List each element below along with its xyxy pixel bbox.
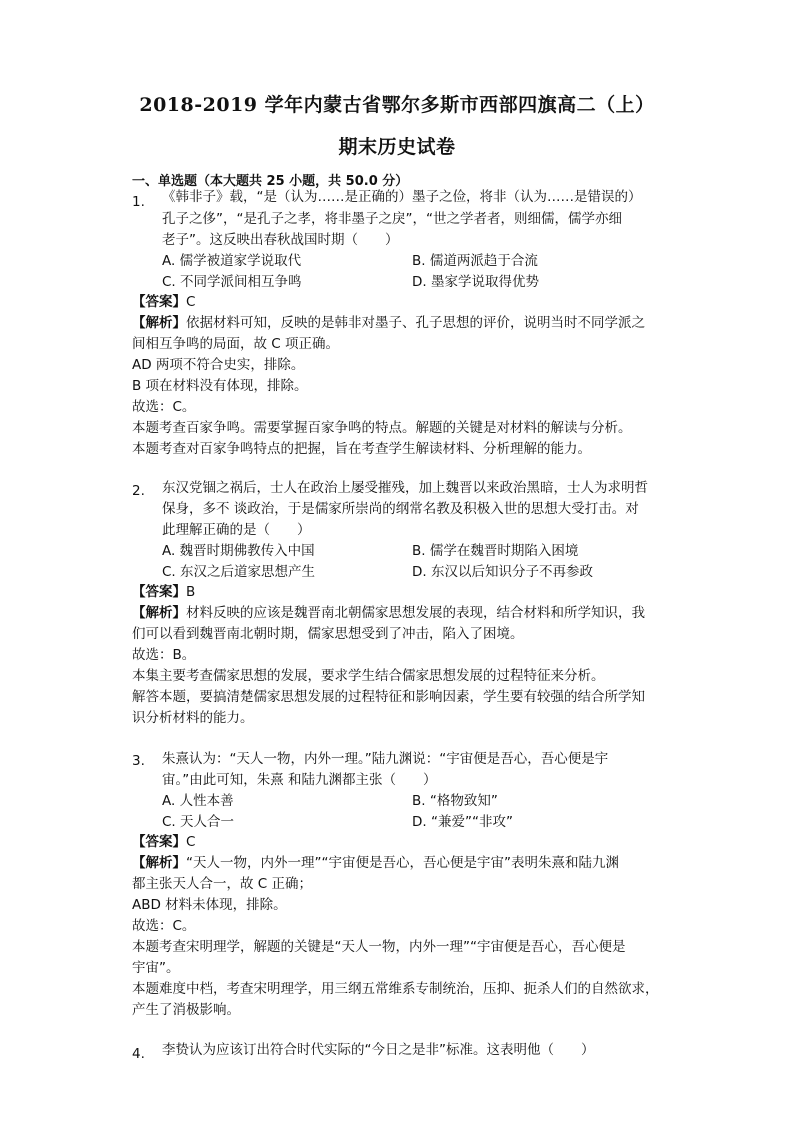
question-3-option-a: A. 人性本善 — [162, 793, 234, 809]
analysis-text: 材料反映的应该是魏晋南北朝儒家思想发展的表现，结合材料和所学知识，我 — [186, 605, 645, 621]
analysis-line: AD 两项不符合史实，排除。 — [132, 357, 305, 373]
analysis-line: ABD 材料未体现，排除。 — [132, 897, 287, 913]
analysis-line: 产生了消极影响。 — [132, 1002, 240, 1018]
answer-value: B — [186, 584, 196, 600]
question-1-option-b: B. 儒道两派趋于合流 — [412, 253, 538, 269]
analysis-label: 【解析】 — [132, 315, 186, 331]
analysis-line: 本题考查宋明理学，解题的关键是“天人一物，内外一理”“宇宙便是吾心，吾心便是 — [132, 939, 626, 955]
question-3-analysis — [132, 854, 619, 872]
analysis-label: 【解析】 — [132, 855, 186, 871]
question-1-stem-line: 《韩非子》载，“是（认为……是正确的）墨子之俭，将非（认为……是错误的） — [162, 189, 642, 205]
question-1-option-a: A. 儒学被道家学说取代 — [162, 253, 302, 269]
analysis-text: “天人一物，内外一理”“宇宙便是吾心，吾心便是宇宙”表明朱熹和陆九渊 — [186, 855, 619, 871]
question-1-number: 1. — [132, 194, 145, 210]
page-title-line1: 2018-2019 学年内蒙古省鄂尔多斯市西部四旗高二（上） — [139, 94, 655, 116]
page-title-line2: 期末历史试卷 — [338, 136, 456, 158]
analysis-line: 本题考查百家争鸣。需要掌握百家争鸣的特点。解题的关键是对材料的解读与分析。 — [132, 420, 632, 436]
question-2-stem-line: 保身，多不 谈政治，于是儒家所崇尚的纲常名教及积极入世的思想大受打击。对 — [162, 501, 639, 517]
analysis-line: 故选：C。 — [132, 918, 196, 934]
question-2-option-c: C. 东汉之后道家思想产生 — [162, 564, 316, 580]
analysis-label: 【解析】 — [132, 605, 186, 621]
section-heading: 一、单选题（本大题共 25 小题，共 50.0 分） — [132, 174, 409, 189]
question-1-stem-line: 孔子之侈”，“是孔子之孝，将非墨子之戾”，“世之学者者，则细儒，儒学亦细 — [162, 211, 622, 227]
answer-value: C — [186, 294, 196, 310]
question-3-answer — [132, 833, 195, 851]
answer-label: 【答案】 — [132, 584, 186, 600]
analysis-line: 都主张天人合一，故 C 正确； — [132, 876, 313, 892]
analysis-line: 故选：B。 — [132, 647, 196, 663]
question-2-stem-line: 此理解正确的是（ ） — [162, 522, 311, 538]
question-2-option-b: B. 儒学在魏晋时期陷入困境 — [412, 543, 579, 559]
question-4-number: 4. — [132, 1046, 145, 1062]
question-1-option-d: D. 墨家学说取得优势 — [412, 274, 539, 290]
question-2-answer — [132, 583, 195, 601]
analysis-text: 依据材料可知，反映的是韩非对墨子、孔子思想的评价，说明当时不同学派之 — [186, 315, 645, 331]
question-2-option-d: D. 东汉以后知识分子不再参政 — [412, 564, 593, 580]
question-1-option-c: C. 不同学派间相互争鸣 — [162, 274, 302, 290]
question-2-option-a: A. 魏晋时期佛教传入中国 — [162, 543, 315, 559]
question-4-stem-line: 李贽认为应该订出符合时代实际的“今日之是非”标准。这表明他（ ） — [162, 1042, 595, 1058]
answer-label: 【答案】 — [132, 834, 186, 850]
analysis-line: B 项在材料没有体现，排除。 — [132, 378, 308, 394]
question-3-option-d: D. “兼爱”“非攻” — [412, 814, 513, 830]
analysis-line: 本题难度中档，考查宋明理学，用三纲五常维系专制统治，压抑、扼杀人们的自然欲求， — [132, 981, 659, 997]
answer-label: 【答案】 — [132, 294, 186, 310]
question-3-number: 3. — [132, 753, 145, 769]
question-2-stem-line: 东汉党锢之祸后，士人在政治上屡受摧残，加上魏晋以来政治黑暗，士人为求明哲 — [162, 480, 648, 496]
analysis-line: 间相互争鸣的局面，故 C 项正确。 — [132, 336, 340, 352]
question-2-analysis — [132, 604, 645, 622]
analysis-line: 故选：C。 — [132, 399, 196, 415]
question-3-stem-line: 宙。”由此可知，朱熹 和陆九渊都主张（ ） — [162, 772, 437, 788]
analysis-line: 本题考查对百家争鸣特点的把握，旨在考查学生解读材料、分析理解的能力。 — [132, 441, 591, 457]
analysis-line: 解答本题，要搞清楚儒家思想发展的过程特征和影响因素，学生要有较强的结合所学知 — [132, 689, 645, 705]
question-1-stem-line: 老子”。这反映出春秋战国时期（ ） — [162, 232, 399, 248]
analysis-line: 识分析材料的能力。 — [132, 710, 254, 726]
analysis-line: 本集主要考查儒家思想的发展，要求学生结合儒家思想发展的过程特征来分析。 — [132, 668, 605, 684]
question-3-stem-line: 朱熹认为：“天人一物，内外一理。”陆九渊说：“宇宙便是吾心，吾心便是宇 — [162, 751, 609, 767]
question-1-answer — [132, 293, 195, 311]
answer-value: C — [186, 834, 196, 850]
analysis-line: 们可以看到魏晋南北朝时期，儒家思想受到了冲击，陷入了困境。 — [132, 626, 524, 642]
analysis-line: 宇宙”。 — [132, 960, 180, 976]
question-3-option-c: C. 天人合一 — [162, 814, 235, 830]
question-3-option-b: B. “格物致知” — [412, 793, 498, 809]
question-2-number: 2. — [132, 483, 145, 499]
question-1-analysis — [132, 314, 645, 332]
